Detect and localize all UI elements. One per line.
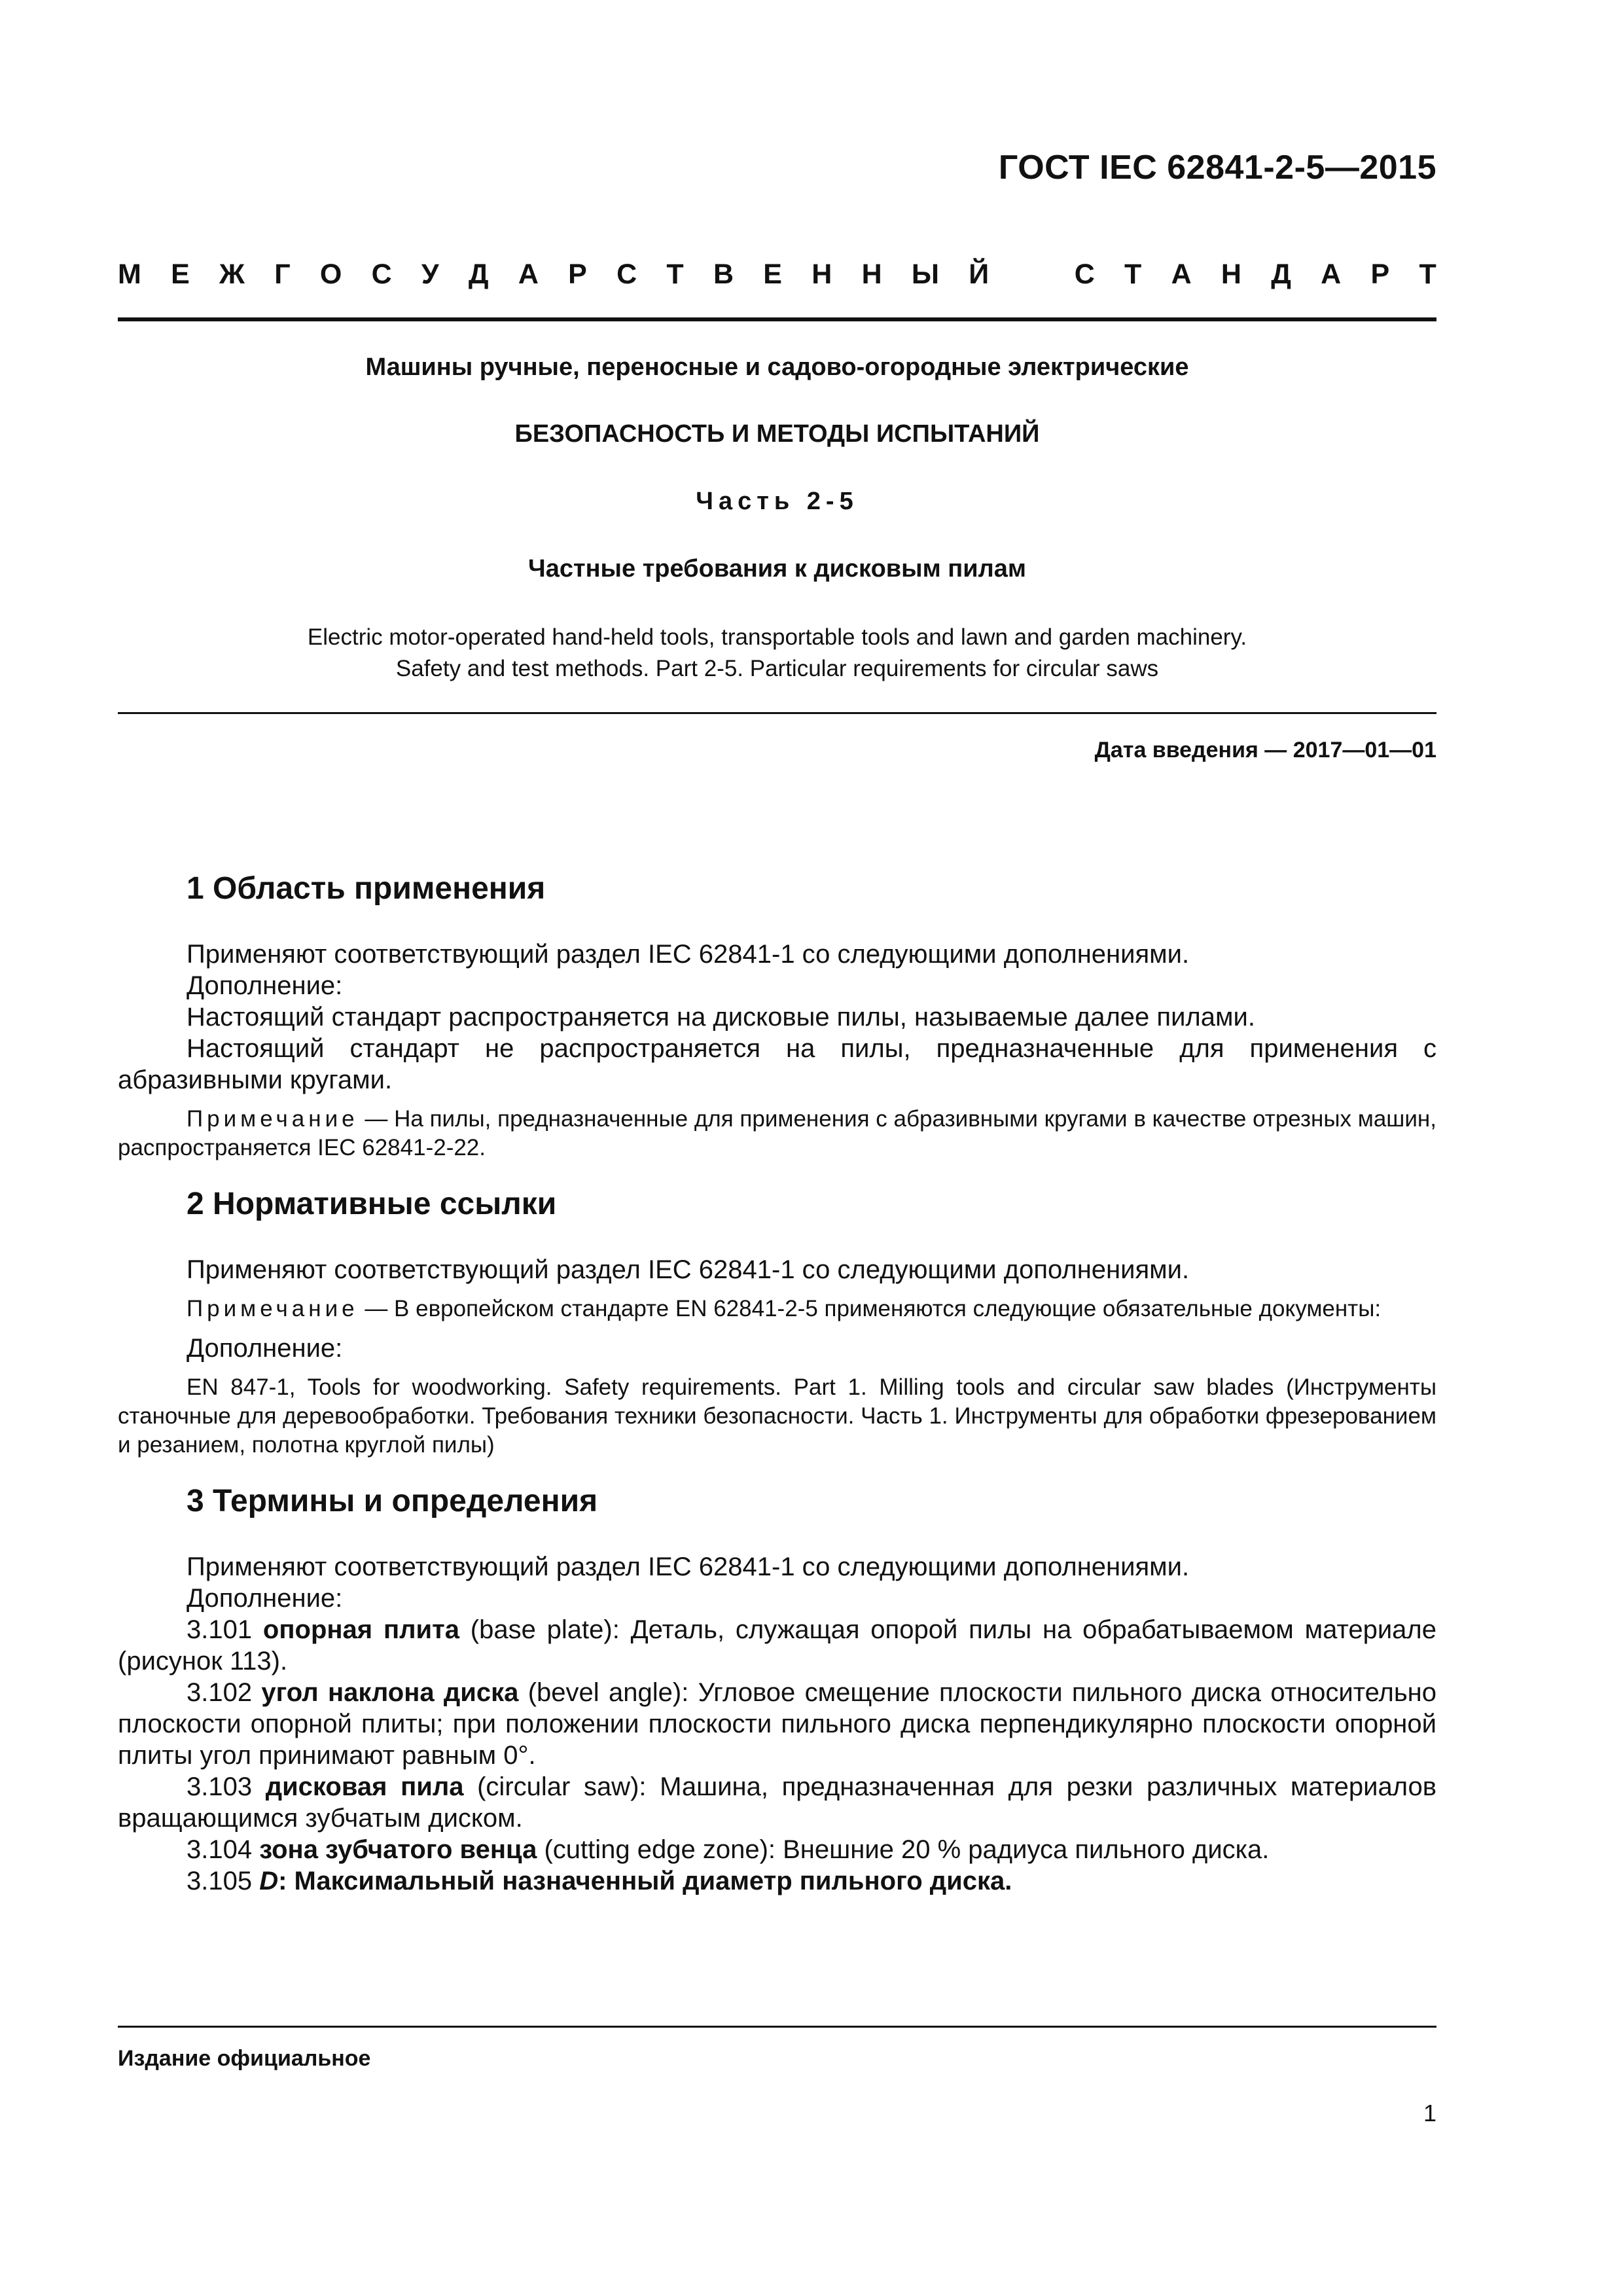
paragraph: Применяют соответствующий раздел IEC 62841-1 со следующими дополнениями. bbox=[187, 1552, 1190, 1581]
title-russian: Машины ручные, переносные и садово-огородные электрические bbox=[365, 353, 1189, 381]
official-edition-label: Издание официальное bbox=[118, 2046, 371, 2071]
part-number: Часть 2-5 bbox=[696, 488, 859, 515]
title-divider bbox=[118, 712, 1436, 714]
term-text: (cutting edge zone): Внешние 20 % радиуса пильного диска. bbox=[537, 1835, 1270, 1864]
note-text: — На пилы, предназначенные для применения с абразивными кругами в качестве отрезных машин, распространяется IEC 62841-2-22. bbox=[118, 1106, 1436, 1160]
term-text: (bevel angle): Угловое смещение плоскости пильного диска относительно плоскости опорной плиты; при положении плоскости пильного диска перпендикулярно плоскости опорной плиты угол принимают равным 0°. bbox=[118, 1678, 1436, 1770]
banner-letter: О bbox=[319, 259, 342, 290]
banner-letter: В bbox=[713, 259, 734, 290]
banner-letter: Ы bbox=[911, 259, 940, 290]
term-definition bbox=[118, 1614, 1436, 1677]
banner-letter: Н bbox=[861, 259, 882, 290]
section-heading: 3 Термины и определения bbox=[187, 1484, 598, 1518]
banner-letter: Д bbox=[1271, 259, 1291, 290]
paragraph: Дополнение: bbox=[187, 1584, 343, 1613]
banner-letter: У bbox=[421, 259, 439, 290]
banner-letter: А bbox=[1171, 259, 1192, 290]
normative-reference: EN 847-1, Tools for woodworking. Safety requirements. Part 1. Milling tools and circular saw blades (Инструменты станочные для деревообработки. Требования техники безопасности. Часть 1. Инструменты для обработки фрезерованием и резанием, полотна круглой пилы) bbox=[118, 1374, 1436, 1458]
document-body bbox=[118, 870, 1436, 1897]
note-text: — В европейском стандарте EN 62841-2-5 применяются следующие обязательные документы: bbox=[358, 1296, 1382, 1321]
paragraph: Настоящий стандарт не распространяется на пилы, предназначенные для применения с абразивными кругами. bbox=[118, 1034, 1436, 1094]
note-label: Примечание bbox=[187, 1106, 359, 1132]
banner-letter: Ж bbox=[219, 259, 245, 290]
gost-code: ГОСТ IEC 62841-2-5—2015 bbox=[998, 149, 1436, 187]
section-heading: 1 Область применения bbox=[187, 871, 546, 906]
term-name: зона зубчатого венца bbox=[259, 1835, 537, 1864]
term-definition bbox=[118, 1677, 1436, 1771]
banner-letter: Р bbox=[1370, 259, 1390, 290]
term-text: (base plate): Деталь, служащая опорой пилы на обрабатываемом материале (рисунок 113). bbox=[118, 1615, 1436, 1676]
term-definition bbox=[118, 1865, 1436, 1897]
title-english-line: Safety and test methods. Part 2-5. Particular requirements for circular saws bbox=[395, 656, 1159, 681]
banner-letter: Е bbox=[171, 259, 190, 290]
banner-letter: Г bbox=[274, 259, 291, 290]
subtitle-safety: БЕЗОПАСНОСТЬ И МЕТОДЫ ИСПЫТАНИЙ bbox=[514, 420, 1040, 448]
banner-letter: С bbox=[616, 259, 637, 290]
banner-letter: А bbox=[1321, 259, 1342, 290]
paragraph: Настоящий стандарт распространяется на дисковые пилы, называемые далее пилами. bbox=[187, 1003, 1255, 1031]
header-divider bbox=[118, 317, 1436, 321]
term-text: : Максимальный назначенный диаметр пильного диска. bbox=[278, 1867, 1012, 1895]
banner-letter: Н bbox=[812, 259, 832, 290]
note bbox=[118, 1295, 1436, 1323]
term-number: 3.102 bbox=[187, 1678, 262, 1707]
banner-gap bbox=[1018, 259, 1044, 291]
paragraph: Применяют соответствующий раздел IEC 62841-1 со следующими дополнениями. bbox=[187, 1255, 1190, 1284]
term-name: дисковая пила bbox=[265, 1772, 464, 1801]
banner-letter: Р bbox=[568, 259, 587, 290]
interstate-standard-banner bbox=[118, 259, 1436, 291]
term-name: опорная плита bbox=[262, 1615, 459, 1644]
term-text: (circular saw): Машина, предназначенная для резки различных материалов вращающимся зубчатым диском. bbox=[118, 1772, 1436, 1833]
term-number: 3.104 bbox=[187, 1835, 260, 1864]
banner-letter: Т bbox=[1124, 259, 1142, 290]
footer-divider bbox=[118, 2026, 1436, 2028]
term-name: D bbox=[259, 1867, 279, 1895]
term-definition bbox=[118, 1771, 1436, 1834]
note bbox=[118, 1105, 1436, 1162]
banner-letter: С bbox=[371, 259, 392, 290]
banner-letter: Т bbox=[666, 259, 684, 290]
banner-letter: С bbox=[1074, 259, 1095, 290]
banner-letter: Е bbox=[763, 259, 782, 290]
paragraph: Применяют соответствующий раздел IEC 62841-1 со следующими дополнениями. bbox=[187, 940, 1190, 969]
term-number: 3.101 bbox=[187, 1615, 263, 1644]
banner-letter: Д bbox=[468, 259, 489, 290]
note-label: Примечание bbox=[187, 1296, 359, 1321]
title-english bbox=[118, 622, 1436, 685]
banner-letter: А bbox=[518, 259, 539, 290]
particular-requirements: Частные требования к дисковым пилам bbox=[528, 555, 1026, 583]
paragraph: Дополнение: bbox=[187, 971, 343, 1000]
term-number: 3.103 bbox=[187, 1772, 266, 1801]
term-definition bbox=[118, 1834, 1436, 1865]
banner-letter: Н bbox=[1221, 259, 1241, 290]
title-english-line: Electric motor-operated hand-held tools, transportable tools and lawn and garden machinery. bbox=[307, 624, 1247, 650]
page-number: 1 bbox=[1423, 2100, 1436, 2126]
paragraph: Дополнение: bbox=[187, 1334, 343, 1363]
term-number: 3.105 bbox=[187, 1867, 260, 1895]
banner-letter: Т bbox=[1419, 259, 1436, 290]
banner-letter: Й bbox=[969, 259, 990, 290]
term-name: угол наклона диска bbox=[261, 1678, 519, 1707]
section-heading: 2 Нормативные ссылки bbox=[187, 1187, 557, 1221]
introduction-date: Дата введения — 2017—01—01 bbox=[1094, 738, 1436, 762]
banner-letter: М bbox=[118, 259, 141, 290]
